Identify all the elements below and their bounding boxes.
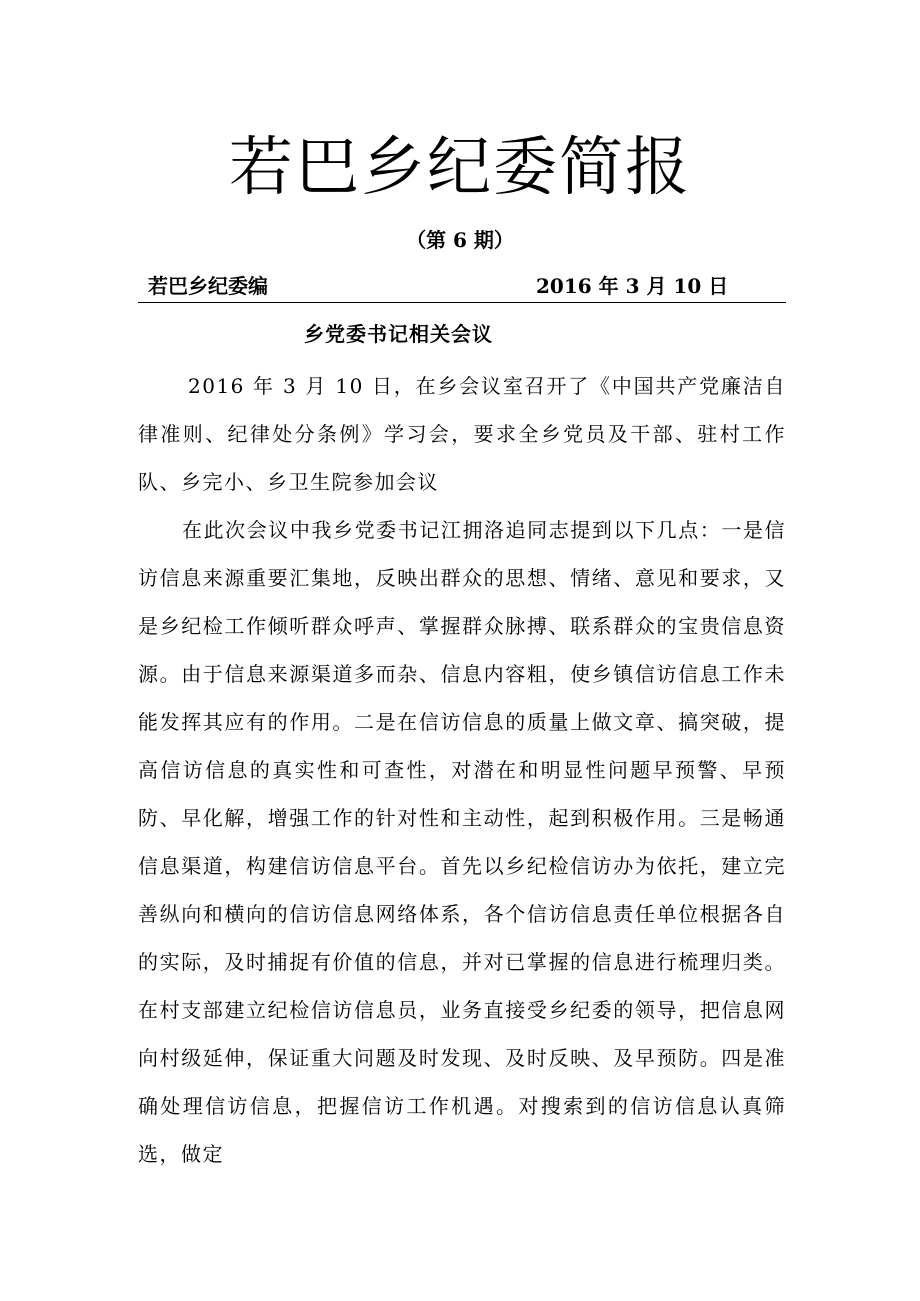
masthead-meta xyxy=(138,272,786,303)
body-paragraph: 在此次会议中我乡党委书记江拥洛追同志提到以下几点：一是信访信息来源重要汇集地，反映出群众的思想、情绪、意见和要求，又是乡纪检工作倾听群众呼声、掌握群众脉搏、联系群众的宝贵信息资源。由于信息来源渠道多而杂、信息内容粗，使乡镇信访信息工作未能发挥其应有的作用。二是在信访信息的质量上做文章、搞突破，提高信访信息的真实性和可查性，对潜在和明显性问题早预警、早预防、早化解，增强工作的针对性和主动性，起到积极作用。三是畅通信息渠道，构建信访信息平台。首先以乡纪检信访办为依托，建立完善纵向和横向的信访信息网络体系，各个信访信息责任单位根据各自的实际，及时捕捉有价值的信息，并对已掌握的信息进行梳理归类。在村支部建立纪检信访信息员，业务直接受乡纪委的领导，把信息网向村级延伸，保证重大问题及时发现、及时反映、及早预防。四是准确处理信访信息，把握信访工作机遇。对搜索到的信访信息认真筛选，做定 xyxy=(138,518,786,1166)
article-title: 乡党委书记相关会议 xyxy=(304,322,493,346)
body-paragraph: 2016 年 3 月 10 日，在乡会议室召开了《中国共产党廉洁自律准则、纪律处分条例》学习会，要求全乡党员及干部、驻村工作队、乡完小、乡卫生院参加会议 xyxy=(138,374,786,494)
issue-number: （第 6 期） xyxy=(406,228,514,252)
editor-label: 若巴乡纪委编 xyxy=(148,274,268,298)
bulletin-title: 若巴乡纪委简报 xyxy=(229,131,691,205)
publish-date: 2016 年 3 月 10 日 xyxy=(536,274,729,298)
